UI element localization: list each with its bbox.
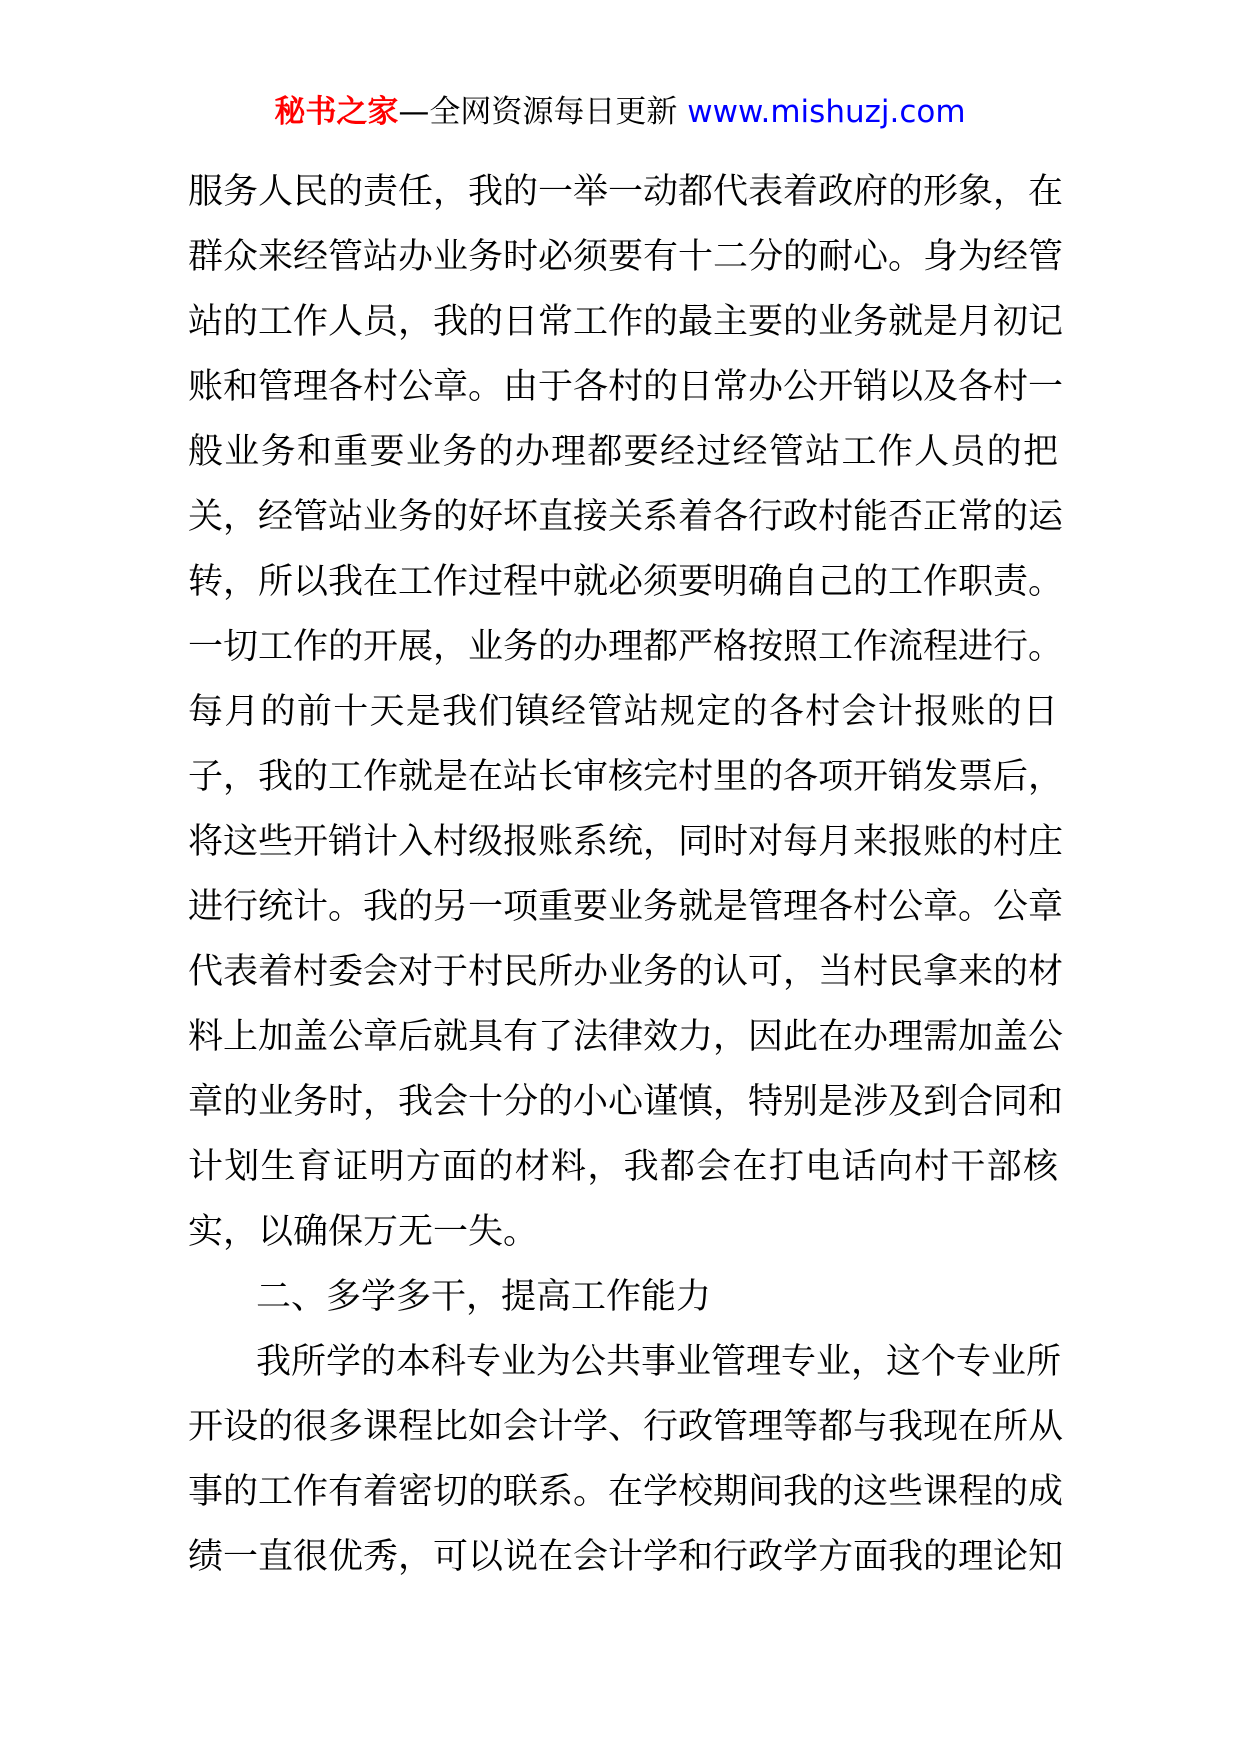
text-line: 将这些开销计入村级报账系统，同时对每月来报账的村庄 — [188, 822, 1064, 862]
text-line: 事的工作有着密切的联系。在学校期间我的这些课程的成 — [188, 1472, 1064, 1512]
text-line: 般业务和重要业务的办理都要经过经管站工作人员的把 — [188, 432, 1058, 472]
text-line: 子，我的工作就是在站长审核完村里的各项开销发票后， — [188, 757, 1064, 797]
site-header — [0, 92, 1240, 132]
text-line: 开设的很多课程比如会计学、行政管理等都与我现在所从 — [188, 1407, 1064, 1447]
text-line: 料上加盖公章后就具有了法律效力，因此在办理需加盖公 — [188, 1017, 1064, 1057]
text-line: 计划生育证明方面的材料，我都会在打电话向村干部核 — [188, 1147, 1058, 1187]
text-line: 站的工作人员，我的日常工作的最主要的业务就是月初记 — [188, 302, 1064, 342]
text-line: 账和管理各村公章。由于各村的日常办公开销以及各村一 — [188, 367, 1064, 407]
text-line: 我所学的本科专业为公共事业管理专业，这个专业所 — [256, 1342, 1062, 1382]
section-heading: 二、多学多干，提高工作能力 — [256, 1277, 712, 1317]
text-line: 服务人民的责任，我的一举一动都代表着政府的形象，在 — [188, 172, 1064, 212]
text-line: 章的业务时，我会十分的小心谨慎，特别是涉及到合同和 — [188, 1082, 1064, 1122]
text-line: 每月的前十天是我们镇经管站规定的各村会计报账的日 — [188, 692, 1058, 732]
text-line: 代表着村委会对于村民所办业务的认可，当村民拿来的材 — [188, 952, 1064, 992]
text-line: 进行统计。我的另一项重要业务就是管理各村公章。公章 — [188, 887, 1064, 927]
brand-name: 秘书之家 — [274, 94, 399, 130]
text-line: 一切工作的开展，业务的办理都严格按照工作流程进行。 — [188, 627, 1064, 667]
text-line: 绩一直很优秀，可以说在会计学和行政学方面我的理论知 — [188, 1537, 1064, 1577]
header-tagline: —全网资源每日更新 — [398, 94, 678, 130]
text-line: 群众来经管站办业务时必须要有十二分的耐心。身为经管 — [188, 237, 1064, 277]
text-line: 关，经管站业务的好坏直接关系着各行政村能否正常的运 — [188, 497, 1064, 537]
site-url-link[interactable]: www.mishuzj.com — [687, 94, 966, 130]
document-body — [188, 160, 1064, 1590]
text-line: 实，以确保万无一失。 — [188, 1212, 539, 1252]
text-line: 转，所以我在工作过程中就必须要明确自己的工作职责。 — [188, 562, 1064, 602]
